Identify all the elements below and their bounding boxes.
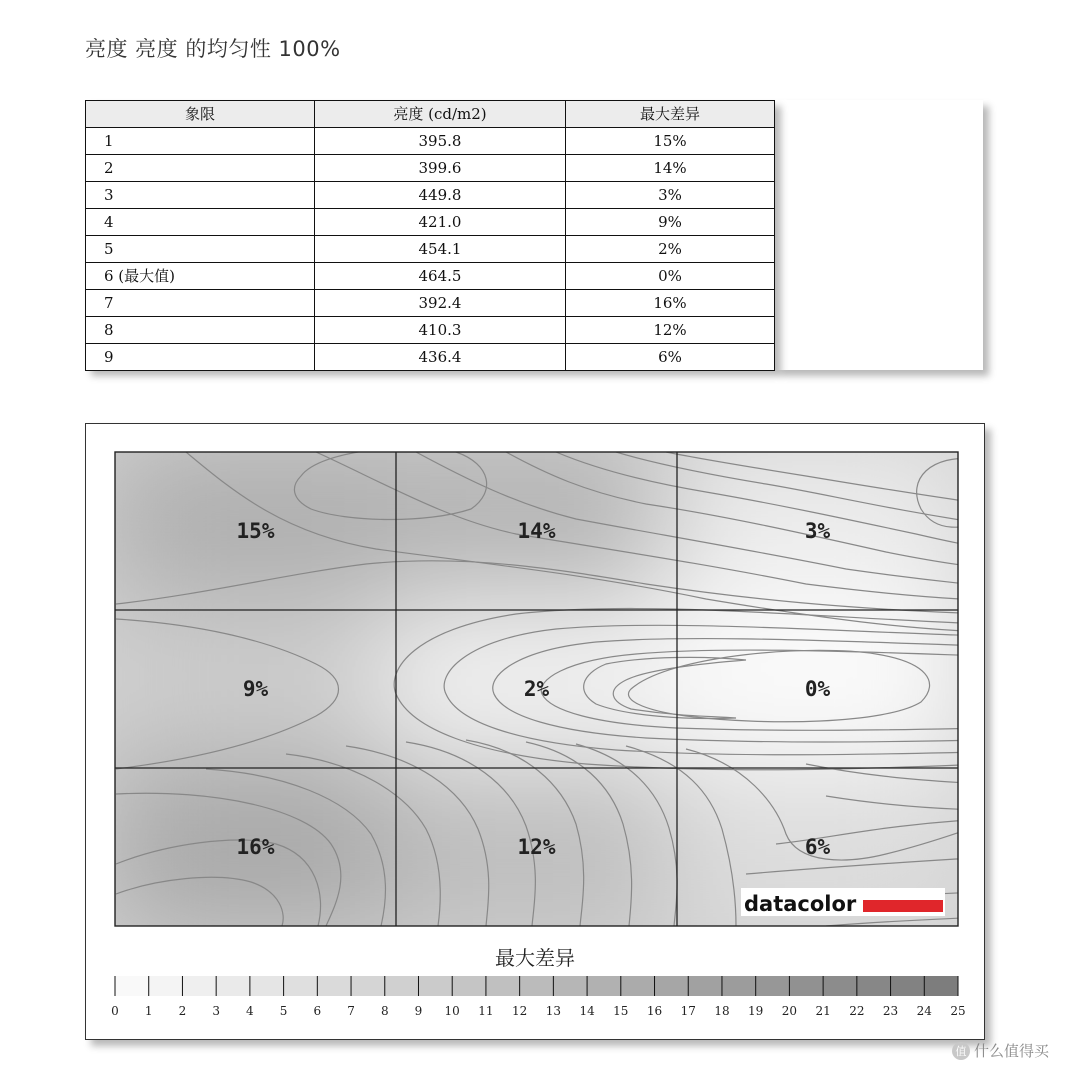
cell-max-diff: 12% [566, 317, 775, 344]
legend-swatch [182, 976, 216, 996]
legend-tick-label: 8 [380, 1004, 389, 1018]
color-legend [111, 976, 965, 1018]
legend-swatch [553, 976, 587, 996]
legend-swatch [857, 976, 891, 996]
legend-swatch [655, 976, 689, 996]
legend-swatch [351, 976, 385, 996]
legend-swatch [385, 976, 419, 996]
legend-tick-label: 22 [849, 1004, 865, 1018]
cell-quadrant: 4 [86, 209, 315, 236]
cell-max-diff: 3% [566, 182, 775, 209]
legend-swatch [823, 976, 857, 996]
legend-swatch [722, 976, 756, 996]
cell-max-diff: 6% [566, 344, 775, 371]
cell-max-diff: 15% [566, 128, 775, 155]
legend-swatch [452, 976, 486, 996]
legend-tick-label: 15 [613, 1004, 629, 1018]
cell-max-diff: 2% [566, 236, 775, 263]
quadrant-label: 0% [804, 677, 831, 701]
legend-swatch [688, 976, 722, 996]
watermark-text: 什么值得买 [974, 1042, 1050, 1060]
table-header-row [86, 101, 775, 128]
cell-quadrant: 2 [86, 155, 315, 182]
legend-tick-label: 5 [279, 1004, 288, 1018]
legend-tick-label: 3 [212, 1004, 220, 1018]
watermark [952, 1040, 1049, 1061]
cell-luminance: 464.5 [315, 263, 566, 290]
table-row [86, 128, 775, 155]
cell-max-diff: 14% [566, 155, 775, 182]
legend-tick-label: 16 [646, 1004, 663, 1018]
legend-tick-label: 7 [347, 1004, 355, 1018]
legend-swatch [216, 976, 250, 996]
legend-swatch [115, 976, 149, 996]
quadrant-label: 2% [523, 677, 550, 701]
legend-tick-label: 23 [882, 1004, 899, 1018]
quadrant-label: 12% [517, 835, 556, 859]
quadrant-table [85, 100, 775, 371]
cell-luminance: 454.1 [315, 236, 566, 263]
legend-tick-label: 25 [950, 1004, 966, 1018]
legend-tick-label: 19 [748, 1004, 764, 1018]
logo-red-bar [863, 900, 943, 912]
legend-tick-label: 6 [313, 1004, 322, 1018]
quadrant-label: 16% [236, 835, 275, 859]
table-row [86, 182, 775, 209]
legend-swatch [250, 976, 284, 996]
table-row [86, 155, 775, 182]
legend-title: 最大差异 [495, 946, 575, 970]
legend-tick-label: 14 [579, 1004, 595, 1018]
cell-luminance: 399.6 [315, 155, 566, 182]
zhi-icon: 值 [952, 1042, 970, 1060]
cell-luminance: 395.8 [315, 128, 566, 155]
cell-luminance: 449.8 [315, 182, 566, 209]
legend-tick-label: 13 [545, 1004, 562, 1018]
legend-tick-label: 24 [916, 1004, 932, 1018]
cell-max-diff: 0% [566, 263, 775, 290]
table-body [86, 128, 775, 371]
uniformity-chart [86, 424, 984, 1039]
cell-luminance: 436.4 [315, 344, 566, 371]
cell-quadrant: 1 [86, 128, 315, 155]
legend-tick-label: 4 [246, 1004, 254, 1018]
table-row [86, 236, 775, 263]
table-row [86, 344, 775, 371]
quadrant-label: 9% [242, 677, 269, 701]
table-row [86, 263, 775, 290]
legend-tick-label: 2 [178, 1004, 187, 1018]
legend-swatch [789, 976, 823, 996]
cell-max-diff: 16% [566, 290, 775, 317]
legend-tick-label: 1 [144, 1004, 153, 1018]
cell-luminance: 392.4 [315, 290, 566, 317]
legend-swatch [587, 976, 621, 996]
cell-quadrant: 7 [86, 290, 315, 317]
table-panel [85, 100, 775, 370]
legend-swatch [924, 976, 958, 996]
legend-swatch [317, 976, 351, 996]
cell-quadrant: 6 (最大值) [86, 263, 315, 290]
uniformity-chart-panel [85, 423, 985, 1040]
header-max-diff: 最大差异 [566, 101, 775, 128]
legend-tick-label: 20 [781, 1004, 798, 1018]
legend-swatch [418, 976, 452, 996]
legend-swatch [149, 976, 183, 996]
cell-luminance: 410.3 [315, 317, 566, 344]
quadrant-label: 3% [804, 519, 831, 543]
quadrant-label: 15% [236, 519, 275, 543]
legend-swatch [621, 976, 655, 996]
legend-swatch [486, 976, 520, 996]
table-row [86, 290, 775, 317]
cell-luminance: 421.0 [315, 209, 566, 236]
quadrant-label: 14% [517, 519, 556, 543]
cell-max-diff: 9% [566, 209, 775, 236]
quadrant-label: 6% [804, 835, 831, 859]
header-luminance: 亮度 (cd/m2) [315, 101, 566, 128]
cell-quadrant: 8 [86, 317, 315, 344]
legend-tick-label: 9 [414, 1004, 423, 1018]
legend-swatch [284, 976, 318, 996]
logo-text: datacolor [744, 892, 857, 916]
legend-tick-label: 21 [815, 1004, 831, 1018]
table-row [86, 317, 775, 344]
legend-tick-label: 11 [478, 1004, 494, 1018]
legend-swatch [891, 976, 925, 996]
legend-tick-label: 12 [511, 1004, 528, 1018]
cell-quadrant: 5 [86, 236, 315, 263]
legend-tick-label: 10 [444, 1004, 460, 1018]
cell-quadrant: 3 [86, 182, 315, 209]
legend-swatch [520, 976, 554, 996]
page-title: 亮度 亮度 的均匀性 100% [85, 37, 341, 61]
legend-tick-label: 0 [111, 1004, 119, 1018]
table-row [86, 209, 775, 236]
legend-tick-label: 17 [680, 1004, 696, 1018]
datacolor-logo [741, 888, 945, 916]
header-quadrant: 象限 [86, 101, 315, 128]
legend-swatch [756, 976, 790, 996]
cell-quadrant: 9 [86, 344, 315, 371]
legend-tick-label: 18 [714, 1004, 730, 1018]
